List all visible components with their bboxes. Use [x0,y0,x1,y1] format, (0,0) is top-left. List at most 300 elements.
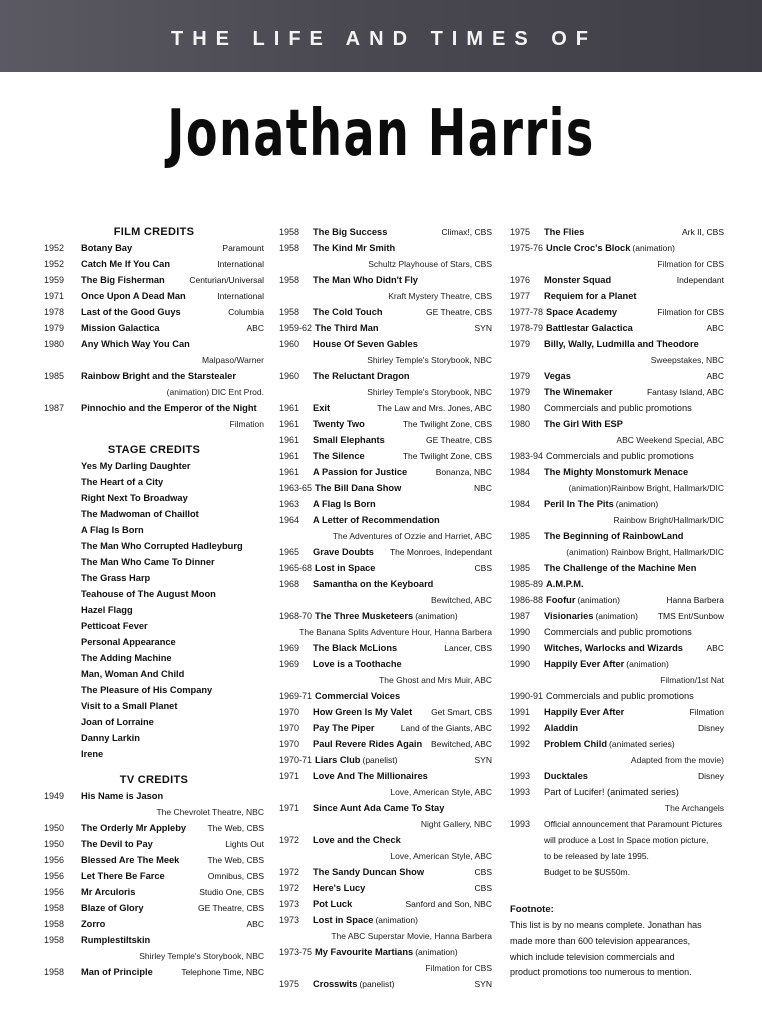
credit-title: The Flies [544,227,585,237]
credit-year: 1987 [44,403,65,413]
credit-title: Mission Galactica [81,323,160,333]
credit-year: 1970 [279,739,300,749]
credit-row [44,868,264,884]
credit-year: 1963-65 [279,483,313,493]
credit-year: 1956 [44,855,65,865]
credit-network: SYN [474,755,492,765]
stage-credit-row [44,634,264,650]
credit-title: Grave Doubts [313,547,374,557]
credit-row [44,368,264,384]
credit-row [510,224,724,240]
credit-title: Commercials and public promotions [546,691,694,701]
film-credits-list [44,240,264,432]
credit-detail-row [279,816,492,832]
credit-network: The Web, CBS [207,823,264,833]
banner-text: THE LIFE AND TIMES OF [170,28,598,50]
credit-network: ABC [706,371,724,381]
stage-credit-row [44,586,264,602]
stage-credit-row [44,538,264,554]
credit-detail-row [279,592,492,608]
credit-detail-row [44,804,264,820]
credit-network: SYN [474,979,492,989]
credit-network: Get Smart, CBS [431,707,492,717]
credit-network: Sweepstakes, NBC [650,355,724,365]
credit-year: 1979 [44,323,65,333]
credit-year: 1987 [510,611,531,621]
credit-year: 1979 [510,387,531,397]
stage-credit-row [44,650,264,666]
tv-credits-list [44,788,264,980]
stage-credit-title: The Adding Machine [81,653,172,663]
credit-title: The Reluctant Dragon [313,371,410,381]
credit-network: Centurian/Universal [189,275,264,285]
credit-title: Botany Bay [81,243,133,253]
credit-year: 1975 [510,227,531,237]
credit-year: 1961 [279,403,300,413]
credit-row [44,932,264,948]
credit-row [279,368,492,384]
credit-year: 1972 [279,835,300,845]
credit-year: 1979 [510,339,531,349]
credit-title: Crosswits [313,979,358,989]
credit-row [44,964,264,980]
credit-row [279,976,492,992]
credit-network: Filmation for CBS [657,259,724,269]
credit-title: Monster Squad [544,275,612,285]
credit-title: Commercials and public promotions [546,451,694,461]
credit-row [279,640,492,656]
credit-year: 1965 [279,547,300,557]
credit-row [510,448,724,464]
credit-title: Rainbow Bright and the Starstealer [81,371,236,381]
credit-detail-row [510,752,724,768]
credit-year: 1964 [279,515,300,525]
stage-credit-title: Petticoat Fever [81,621,148,631]
credit-title: The Girl With ESP [544,419,623,429]
column-3 [510,224,724,981]
stage-credit-row [44,666,264,682]
credit-row [44,400,264,416]
credit-title: Here's Lucy [313,883,366,893]
credit-network: Love, American Style, ABC [390,851,492,861]
credit-network: Night Gallery, NBC [420,819,492,829]
credit-row [279,464,492,480]
credit-row [279,496,492,512]
credit-title: Last of the Good Guys [81,307,181,317]
credit-title: Blaze of Glory [81,903,144,913]
credit-title: Battlestar Galactica [546,323,633,333]
credit-row [510,384,724,400]
credit-row [510,576,724,592]
credit-network: Sanford and Son, NBC [405,899,492,909]
credit-network: ABC [706,323,724,333]
credit-network: Malpaso/Warner [201,355,264,365]
credit-network: Studio One, CBS [199,887,264,897]
credit-row [44,884,264,900]
credit-row [510,272,724,288]
credit-network: Shirley Temple's Storybook, NBC [139,951,264,961]
credit-year: 1972 [279,883,300,893]
credit-title: Peril In The Pits [544,499,614,509]
credit-title: The Kind Mr Smith [313,243,396,253]
credit-row [510,336,724,352]
credit-year: 1959-62 [279,323,313,333]
credit-title: Twenty Two [313,419,365,429]
credit-row [510,656,724,672]
credit-network: Lancer, CBS [444,643,492,653]
credit-title: The Three Musketeers [315,611,414,621]
header-banner [0,0,762,72]
credit-year: 1977 [510,291,531,301]
credit-year: 1979 [510,371,531,381]
credit-network: GE Theatre, CBS [426,307,492,317]
credit-network: CBS [474,867,492,877]
credit-note: (animation) [632,243,675,253]
stage-credit-row [44,554,264,570]
credit-year: 1949 [44,791,65,801]
credit-detail-row [510,672,724,688]
credit-row [279,400,492,416]
credit-title: Witches, Warlocks and Wizards [544,643,683,653]
credit-row [279,944,492,960]
credit-year: 1978 [44,307,65,317]
credit-network: The ABC Superstar Movie, Hanna Barbera [331,931,492,941]
credit-title: A Flag Is Born [313,499,376,509]
footnote-line: This list is by no means complete. Jonathan has [510,920,702,930]
credit-title: Liars Club [315,755,361,765]
credit-detail-row [279,784,492,800]
credit-row [44,304,264,320]
credit-year: 1990 [510,643,531,653]
credit-year: 1971 [44,291,65,301]
credit-note: (animation) [415,947,458,957]
credit-detail-row [279,624,492,640]
credit-network: Ark II, CBS [681,227,724,237]
stage-credit-row [44,698,264,714]
credit-year: 1950 [44,839,65,849]
credit-network: Land of the Giants, ABC [400,723,492,733]
credit-network: (animation) Rainbow Bright, Hallmark/DIC [566,547,724,557]
credit-year: 1965-68 [279,563,313,573]
credit-title: The Beginning of RainbowLand [544,531,684,541]
credit-title: My Favourite Martians [315,947,414,957]
credit-year: 1950 [44,823,65,833]
credit-network: Schultz Playhouse of Stars, CBS [368,259,492,269]
credit-year: 1970 [279,723,300,733]
credit-year: 1968-70 [279,611,313,621]
credit-year: 1961 [279,451,300,461]
credit-detail-row [510,432,724,448]
credit-row [44,820,264,836]
credit-title: Visionaries [544,611,594,621]
credit-network: Love, American Style, ABC [390,787,492,797]
credit-row [279,688,492,704]
credit-row [279,880,492,896]
credit-detail-row [279,960,492,976]
stage-credit-row [44,746,264,762]
announcement-entry [510,816,724,880]
credit-network: The Archangels [664,803,724,813]
credit-row [279,576,492,592]
credit-network: Bewitched, ABC [431,739,492,749]
credit-row [279,544,492,560]
credit-network: Kraft Mystery Theatre, CBS [388,291,492,301]
stage-credit-title: A Flag Is Born [81,525,144,535]
credit-row [510,736,724,752]
stage-credit-title: Right Next To Broadway [81,493,188,503]
credit-network: TMS Ent/Sunbow [657,611,724,621]
credit-title: Paul Revere Rides Again [313,739,423,749]
credit-network: The Twilight Zone, CBS [402,419,492,429]
credit-row [510,704,724,720]
credit-network: The Chevrolet Theatre, NBC [156,807,264,817]
credit-year: 1992 [510,739,531,749]
credit-row [279,896,492,912]
credit-detail-row [44,352,264,368]
credit-detail-row [279,352,492,368]
stage-credit-row [44,682,264,698]
credit-title: Space Academy [546,307,618,317]
credit-row [510,368,724,384]
credit-title: The Bill Dana Show [315,483,402,493]
credit-detail-row [510,800,724,816]
stage-credit-row [44,618,264,634]
credit-title: Samantha on the Keyboard [313,579,434,589]
credit-year: 1960 [279,371,300,381]
credit-network: Disney [698,723,724,733]
credit-note: (animation) [415,611,458,621]
credit-note: (animated series) [609,739,675,749]
stage-credits-list [44,458,264,762]
credit-row [44,900,264,916]
credit-network: ABC Weekend Special, ABC [616,435,724,445]
credit-network: International [217,291,264,301]
credit-title: A Passion for Justice [313,467,408,477]
credit-network: ABC [246,919,264,929]
credit-row [279,560,492,576]
credit-row [510,560,724,576]
credit-title: The Cold Touch [313,307,383,317]
credit-network: Lights Out [225,839,264,849]
credit-row [279,304,492,320]
footnote-title: Footnote: [510,904,554,915]
credit-year: 1971 [279,803,300,813]
credit-year: 1992 [510,723,531,733]
credit-row [279,832,492,848]
credit-year: 1958 [44,919,65,929]
credit-detail-row [44,948,264,964]
credit-year: 1993 [510,787,531,797]
credit-title: A Letter of Recommendation [313,515,440,525]
credit-title: Love is a Toothache [313,659,402,669]
credit-title: The Man Who Didn't Fly [313,275,418,285]
credit-title: Lost in Space [313,915,374,925]
film-credits-heading: FILM CREDITS [113,226,195,238]
credit-row [44,336,264,352]
credit-network: Filmation for CBS [425,963,492,973]
credit-row [44,916,264,932]
credit-title: The Challenge of the Machine Men [544,563,697,573]
credit-title: Mr Arculoris [81,887,136,897]
credit-row [279,448,492,464]
credit-row [279,240,492,256]
credit-row [279,320,492,336]
credit-year: 1975-76 [510,243,544,253]
credit-row [279,224,492,240]
credit-note: (animation) [577,595,620,605]
credit-year: 1980 [510,403,531,413]
credit-year: 1980 [44,339,65,349]
credit-year: 1991 [510,707,531,717]
credit-row [279,272,492,288]
credit-detail-row [279,384,492,400]
credit-network: CBS [474,563,492,573]
credit-title: Love and the Check [313,835,401,845]
credit-year: 1985-89 [510,579,544,589]
credit-row [510,304,724,320]
credit-title: The Orderly Mr Appleby [81,823,187,833]
credit-year: 1968 [279,579,300,589]
credit-year: 1961 [279,435,300,445]
credit-year: 1984 [510,467,531,477]
stage-credit-title: The Madwoman of Chaillot [81,509,199,519]
credit-title: Pot Luck [313,899,353,909]
credit-title: Aladdin [544,723,579,733]
credit-title: Exit [313,403,331,413]
credit-detail-row [510,480,724,496]
credit-year: 1978-79 [510,323,544,333]
credit-network: Adapted from the movie) [630,755,724,765]
credit-row [510,768,724,784]
credit-row [510,784,724,800]
credit-year: 1985 [510,531,531,541]
credit-year: 1985 [44,371,65,381]
credit-title: Pay The Piper [313,723,375,733]
credit-network: ABC [246,323,264,333]
stage-credit-row [44,506,264,522]
credit-title: Commercials and public promotions [544,627,692,637]
credit-row [44,836,264,852]
credit-row [510,496,724,512]
credit-note: (animation) [375,915,418,925]
credit-title: The Sandy Duncan Show [313,867,425,877]
credit-network: Independant [676,275,724,285]
announcement-line: Budget to be $US50m. [544,867,631,877]
credit-title: Pinnochio and the Emperor of the Night [81,403,257,413]
credit-detail-row [279,928,492,944]
credit-title: Foofur [546,595,576,605]
credit-year: 1958 [279,243,300,253]
credit-row [510,240,724,256]
credit-title: Part of Lucifer! (animated series) [544,787,679,797]
credit-year: 1963 [279,499,300,509]
credit-note: (panelist) [362,755,398,765]
credit-row [279,704,492,720]
credit-year: 1973-75 [279,947,313,957]
credit-year: 1961 [279,467,300,477]
footnote [510,902,724,981]
credit-row [279,800,492,816]
credit-row [510,320,724,336]
credit-title: The Third Man [315,323,379,333]
credit-year: 1986-88 [510,595,544,605]
credit-network: Filmation [689,707,724,717]
stage-credit-title: Teahouse of The August Moon [81,589,216,599]
credit-network: The Banana Splits Adventure Hour, Hanna Barbera [299,627,492,637]
credit-row [279,608,492,624]
credit-year: 1990 [510,659,531,669]
credit-year: 1958 [279,307,300,317]
credit-network: The Web, CBS [207,855,264,865]
credit-year: 1972 [279,867,300,877]
credit-year: 1958 [44,903,65,913]
credit-year: 1960 [279,339,300,349]
credit-row [279,768,492,784]
credit-title: Blessed Are The Meek [81,855,180,865]
credit-detail-row [279,256,492,272]
credit-network: CBS [474,883,492,893]
stage-credit-title: Visit to a Small Planet [81,701,178,711]
stage-credits-heading: STAGE CREDITS [107,444,201,456]
credit-title: Once Upon A Dead Man [81,291,186,301]
credit-row [279,480,492,496]
stage-credit-title: Yes My Darling Daughter [81,461,191,471]
tv-credits-list-continued [279,224,492,992]
credit-row [279,912,492,928]
stage-credit-title: The Man Who Came To Dinner [81,557,215,567]
credit-year: 1969 [279,659,300,669]
credit-title: How Green Is My Valet [313,707,413,717]
stage-credit-row [44,522,264,538]
credit-title: Since Aunt Ada Came To Stay [313,803,445,813]
credit-detail-row [279,528,492,544]
credit-year: 1970 [279,707,300,717]
credit-title: Small Elephants [313,435,385,445]
credit-year: 1952 [44,243,65,253]
credit-year: 1956 [44,887,65,897]
credit-network: Bewitched, ABC [431,595,492,605]
credit-year: 1958 [44,967,65,977]
stage-credit-row [44,490,264,506]
credit-row [279,864,492,880]
credit-row [510,624,724,640]
credit-year: 1958 [44,935,65,945]
credit-row [510,720,724,736]
credit-row [510,528,724,544]
credit-year: 1984 [510,499,531,509]
stage-credit-title: The Pleasure of His Company [81,685,213,695]
credit-row [510,464,724,480]
stage-credit-row [44,474,264,490]
credit-note: (animation) [626,659,669,669]
credit-network: ABC [706,643,724,653]
credit-title: The Silence [313,451,365,461]
stage-credit-title: Hazel Flagg [81,605,133,615]
footnote-line: made more than 600 television appearances, [510,935,691,946]
credit-network: Columbia [228,307,264,317]
credit-title: Love And The Millionaires [313,771,428,781]
credit-title: Billy, Wally, Ludmilla and Theodore [544,339,699,349]
credit-year: 1993 [510,771,531,781]
credit-title: Uncle Croc's Block [546,243,631,253]
stage-credit-row [44,602,264,618]
credit-title: Requiem for a Planet [544,291,637,301]
credit-year: 1990-91 [510,691,544,701]
credit-row [510,592,724,608]
credit-detail-row [279,848,492,864]
credit-detail-row [279,288,492,304]
stage-credit-title: Joan of Lorraine [81,717,154,727]
